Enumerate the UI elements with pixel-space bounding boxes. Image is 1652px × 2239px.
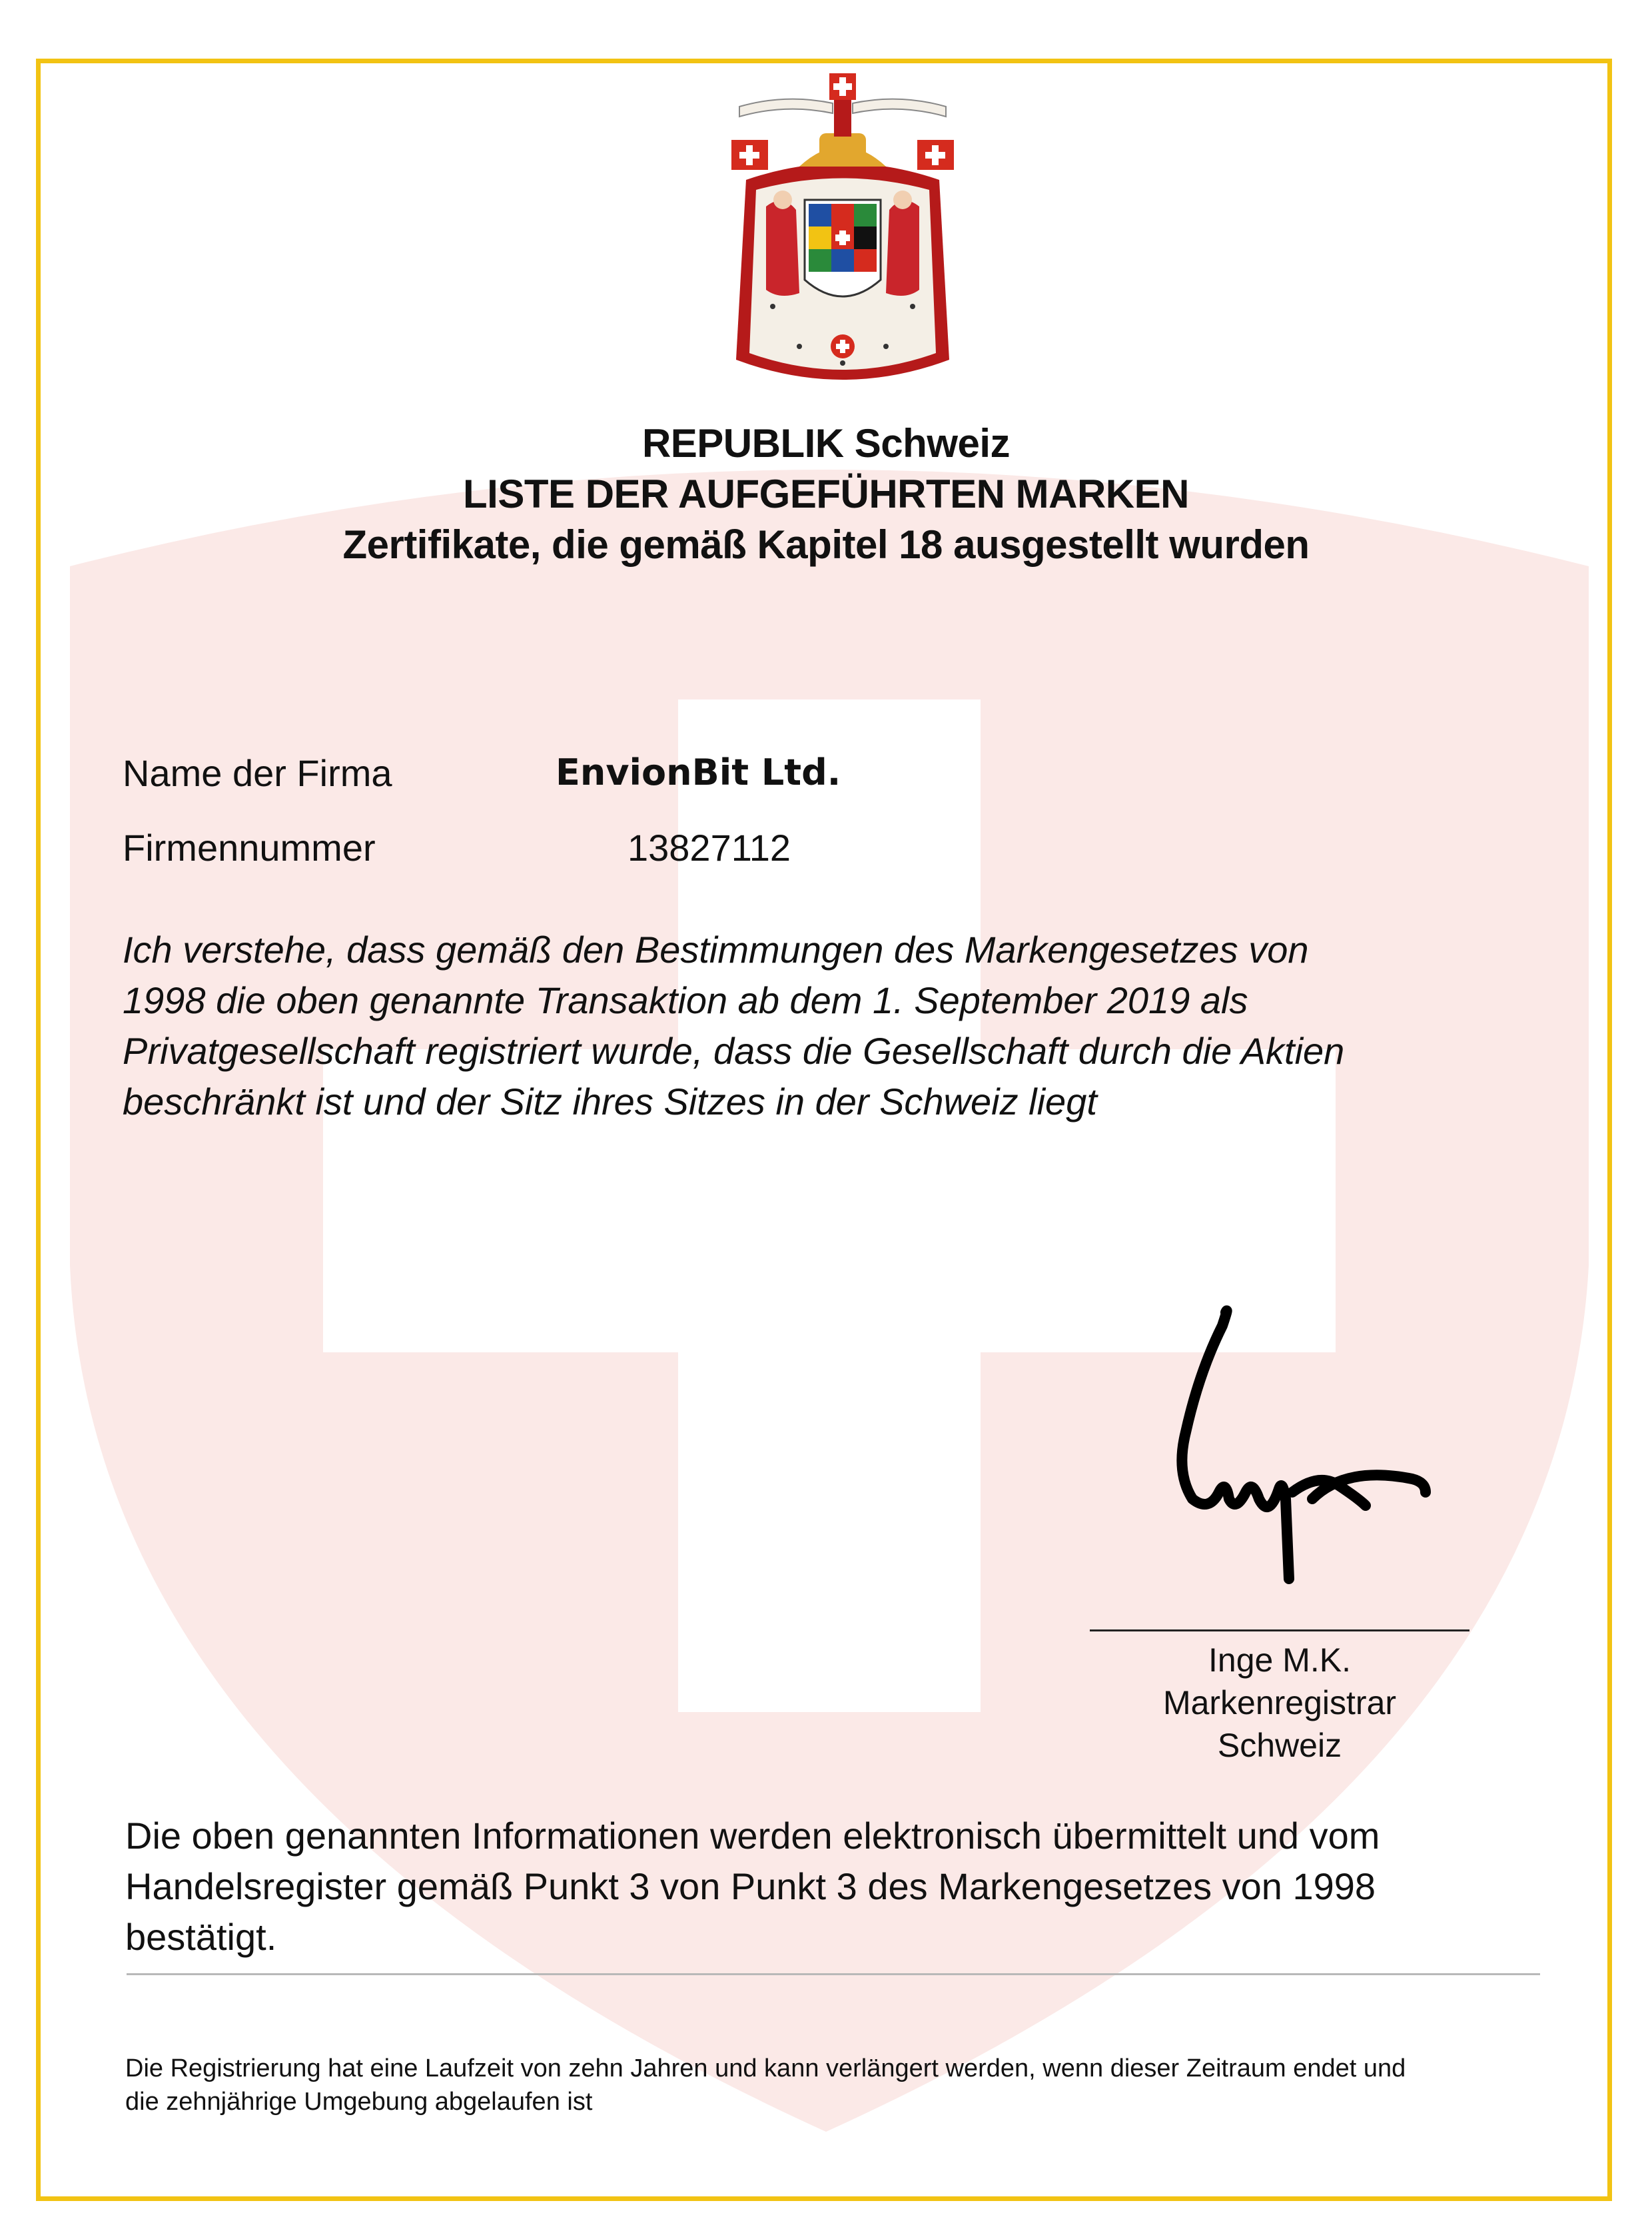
statement-line: beschränkt ist und der Sitz ihres Sitzes in der Schweiz liegt (123, 1081, 1097, 1122)
registrar-country: Schweiz (1217, 1727, 1342, 1764)
registrar-signature-icon (1146, 1299, 1452, 1592)
confirmation-line: Handelsregister gemäß Punkt 3 von Punkt 3 des Markengesetzes von 1998 (125, 1865, 1376, 1907)
confirmation-line: bestätigt. (125, 1916, 277, 1958)
registrar-title: Markenregistrar (1162, 1684, 1397, 1721)
footer-line: die zehnjährige Umgebung abgelaufen ist (125, 2088, 593, 2116)
registrar-block (1090, 1639, 1469, 1767)
certificate-title (0, 418, 1652, 570)
footer-divider (127, 1973, 1540, 1975)
footer-note (125, 2052, 1557, 2118)
swiss-coat-of-arms-icon (719, 67, 966, 400)
title-line-republic: REPUBLIK Schweiz (641, 421, 1011, 466)
statement-paragraph (123, 925, 1535, 1127)
confirmation-paragraph (125, 1811, 1557, 1963)
registrar-name: Inge M.K. (1208, 1641, 1351, 1679)
company-number-value: 13827112 (627, 827, 791, 869)
statement-line: 1998 die oben genannte Transaktion ab dem 1. September 2019 als (123, 979, 1248, 1021)
signature-line (1090, 1629, 1469, 1631)
footer-line: Die Registrierung hat eine Laufzeit von zehn Jahren und kann verlängert werden, wenn dieser Zeitraum endet und (125, 2054, 1406, 2082)
statement-line: Privatgesellschaft registriert wurde, dass die Gesellschaft durch die Aktien (123, 1030, 1345, 1072)
statement-line: Ich verstehe, dass gemäß den Bestimmungen des Markengesetzes von (123, 929, 1309, 971)
confirmation-line: Die oben genannten Informationen werden elektronisch übermittelt und vom (125, 1815, 1380, 1857)
company-number-label: Firmennummer (123, 827, 376, 869)
company-name-value: EnvionBit Ltd. (556, 751, 841, 793)
title-line-certificates: Zertifikate, die gemäß Kapitel 18 ausgestellt wurden (342, 522, 1310, 567)
title-line-list: LISTE DER AUFGEFÜHRTEN MARKEN (463, 472, 1189, 516)
company-name-label: Name der Firma (123, 752, 392, 794)
